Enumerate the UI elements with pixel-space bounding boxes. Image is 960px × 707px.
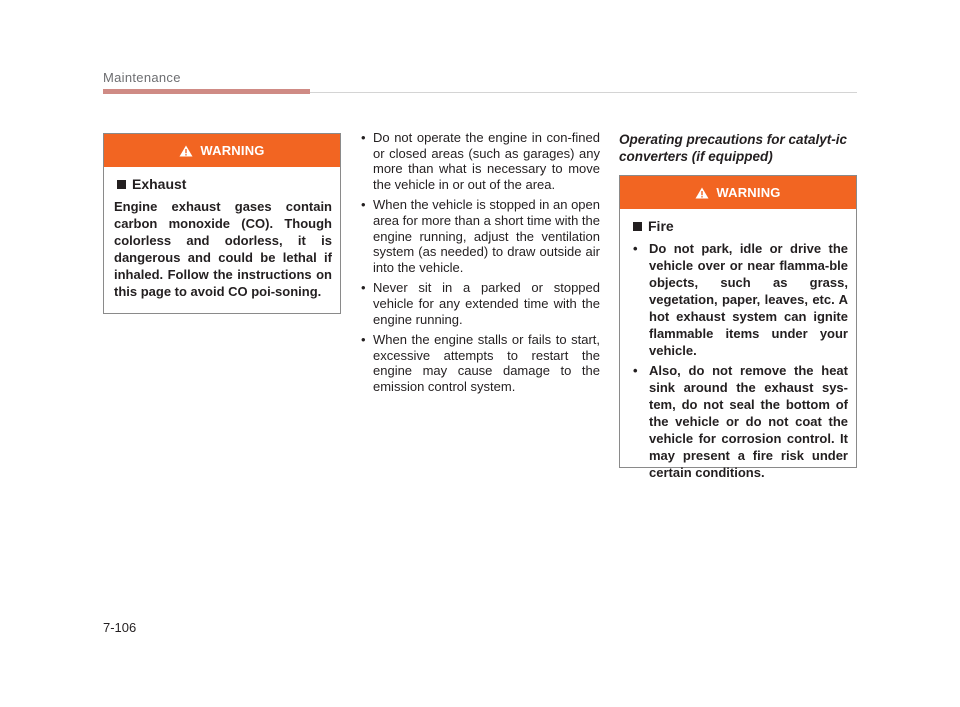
warning-body <box>104 167 340 310</box>
warning-text: Engine exhaust gases contain carbon monoxide (CO). Though colorless and odorless, it is dangerous and could be lethal if inhaled. Follow the instructions on this page to avoid CO poi-soning. <box>114 199 332 299</box>
warning-header <box>620 176 856 209</box>
section-title: Maintenance <box>103 70 181 85</box>
warning-list <box>630 240 848 481</box>
warning-box-fire <box>619 175 857 480</box>
header-rule <box>310 92 857 93</box>
warning-triangle-icon <box>695 187 709 199</box>
warning-subheading-text: Fire <box>648 218 674 234</box>
catalytic-converter-heading: Operating precautions for catalyt-ic converters (if equipped) <box>619 132 848 164</box>
list-item: • When the vehicle is stopped in an open area for more than a short time with the engine running, adjust the ventilation system (as needed) to draw outside air into the vehicle. <box>358 197 600 275</box>
black-square-icon <box>117 180 126 189</box>
precaution-list <box>358 130 600 395</box>
warning-label: WARNING <box>200 143 265 158</box>
warning-subheading-text: Exhaust <box>132 176 187 192</box>
page-number: 7-106 <box>103 620 137 635</box>
list-item: • Also, do not remove the heat sink around the exhaust sys-tem, do not seal the bottom of the vehicle or do not coat the vehicle for corrosion control. It may present a fire risk under certain conditions. <box>630 362 848 481</box>
warning-box-exhaust <box>103 133 341 314</box>
warning-subheading <box>114 176 332 192</box>
middle-column <box>358 130 600 400</box>
warning-label: WARNING <box>716 185 781 200</box>
list-item: • Do not operate the engine in con-fined or closed areas (such as garages) any more than what is necessary to move the vehicle in or out of the area. <box>358 130 600 192</box>
warning-triangle-icon <box>179 145 193 157</box>
warning-subheading <box>630 218 848 234</box>
header-accent-rule <box>103 89 310 94</box>
list-item: • Do not park, idle or drive the vehicle over or near flamma-ble objects, such as grass, vegetation, paper, leaves, etc. A hot exhaust system can ignite flammable items under your vehicle. <box>630 240 848 359</box>
list-item: • Never sit in a parked or stopped vehicle for any extended time with the engine running. <box>358 280 600 327</box>
list-item: • When the engine stalls or fails to start, excessive attempts to restart the engine may cause damage to the emission control system. <box>358 332 600 394</box>
black-square-icon <box>633 222 642 231</box>
warning-body <box>620 209 856 494</box>
warning-header <box>104 134 340 167</box>
